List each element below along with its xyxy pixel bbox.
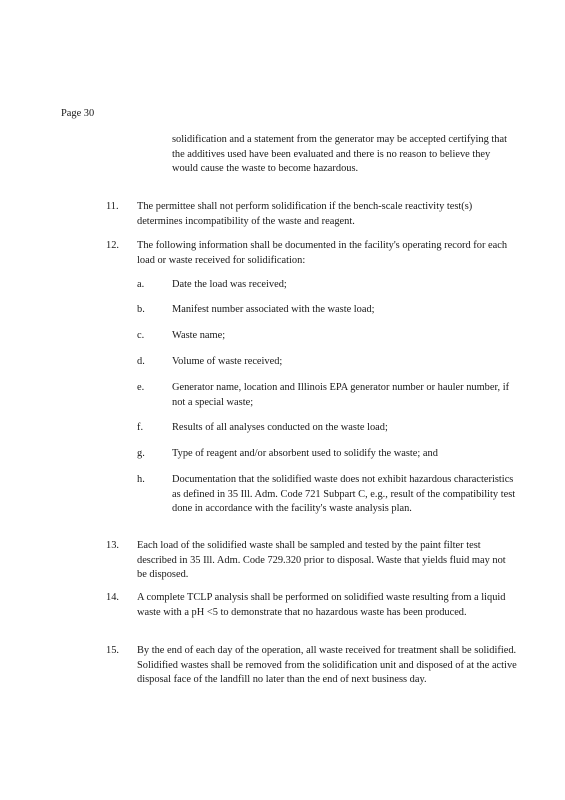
item-text: A complete TCLP analysis shall be performed on solidified waste resulting from a liquid waste with a pH <5 to demonstrate that no hazardous waste has been produced. xyxy=(137,592,506,618)
subitem-letter: g. xyxy=(137,448,145,459)
item-text: By the end of each day of the operation, all waste received for treatment shall be solidified. Solidified wastes shall be removed from the solidification unit and disposed of at the active disposal face of the landfill no later than the end of next business day. xyxy=(137,645,517,685)
item-text: The following information shall be documented in the facility's operating record for each load or waste received for solidification: xyxy=(137,240,508,266)
item-text: Each load of the solidified waste shall be sampled and tested by the paint filter test described in 35 Ill. Adm. Code 729.320 prior to disposal. Waste that yields fluid may not be disposed. xyxy=(137,540,506,580)
subitem-text: Volume of waste received; xyxy=(172,356,283,367)
subitem-text: Date the load was received; xyxy=(172,279,287,290)
subitem-text: Generator name, location and Illinois EPA generator number or hauler number, if not a special waste; xyxy=(172,382,510,408)
subitem-text: Manifest number associated with the waste load; xyxy=(172,304,375,315)
page-number: Page 30 xyxy=(61,108,95,119)
subitem-letter: e. xyxy=(137,382,145,393)
item-number: 13. xyxy=(106,540,119,551)
subitem-text: Type of reagent and/or absorbent used to solidify the waste; and xyxy=(172,448,438,459)
item-number: 15. xyxy=(106,645,119,656)
subitem-letter: h. xyxy=(137,474,145,485)
subitem-text: Documentation that the solidified waste does not exhibit hazardous characteristics as defined in 35 Ill. Adm. Code 721 Subpart C, e.g., result of the compatibility test done in accordance with the facility's waste analysis plan. xyxy=(172,474,516,514)
subitem-letter: c. xyxy=(137,330,145,341)
subitem-text: Results of all analyses conducted on the waste load; xyxy=(172,422,388,433)
subitem-letter: b. xyxy=(137,304,145,315)
item-text: The permittee shall not perform solidification if the bench-scale reactivity test(s) determines incompatibility of the waste and reagent. xyxy=(137,201,473,227)
subitem-letter: f. xyxy=(137,422,144,433)
item-number: 12. xyxy=(106,240,119,251)
subitem-text: Waste name; xyxy=(172,330,226,341)
item-number: 14. xyxy=(106,592,119,603)
item-number: 11. xyxy=(106,201,119,212)
continuation-paragraph: solidification and a statement from the generator may be accepted certifying that the additives used have been evaluated and there is no reason to believe they would cause the waste to become hazardous. xyxy=(172,134,507,174)
subitem-letter: a. xyxy=(137,279,145,290)
subitem-letter: d. xyxy=(137,356,145,367)
